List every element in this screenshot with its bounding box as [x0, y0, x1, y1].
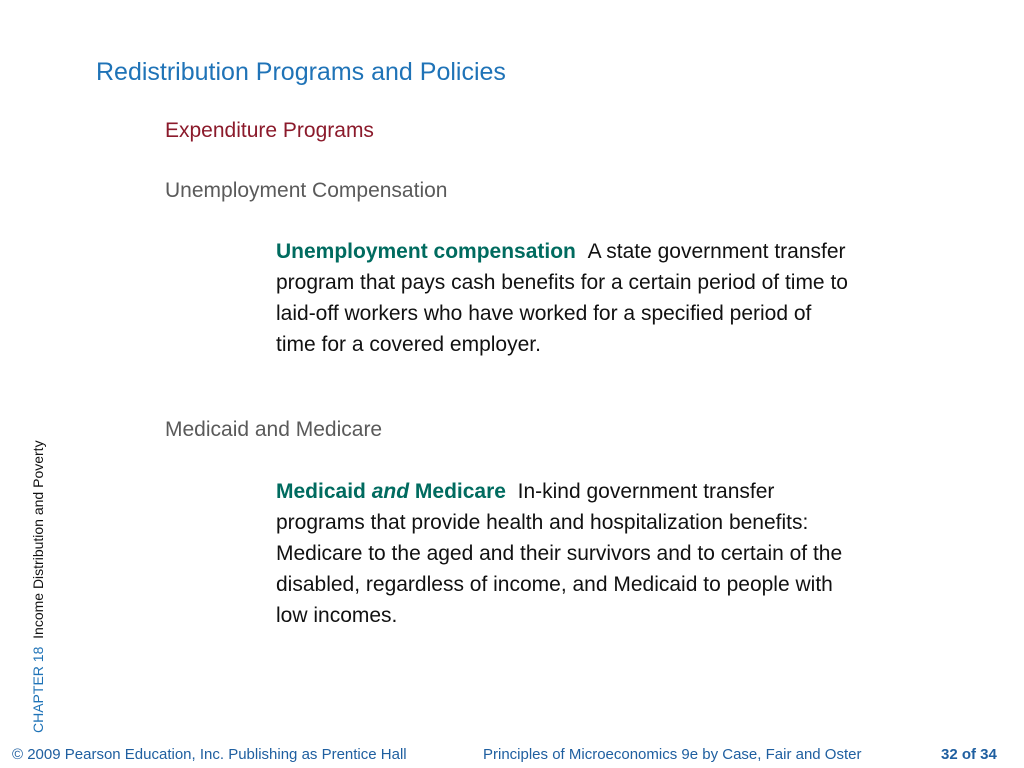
- term-unemployment-compensation: Unemployment compensation: [276, 240, 576, 263]
- subheading-medicaid-medicare: Medicaid and Medicare: [165, 418, 383, 441]
- term-connector: and: [371, 480, 410, 503]
- chapter-topic: Income Distribution and Poverty: [30, 440, 46, 639]
- definition-unemployment: [276, 236, 856, 360]
- footer-page-number: 32 of 34: [941, 746, 997, 763]
- chapter-number: CHAPTER 18: [30, 646, 46, 733]
- term-medicare: Medicare: [414, 480, 506, 503]
- definition-text-unemployment: A state government transfer program that pays cash benefits for a certain period of time to laid-off workers who have worked for a specified period of time for a covered employer.: [276, 240, 848, 356]
- section-heading: Expenditure Programs: [165, 119, 374, 142]
- subheading-unemployment: Unemployment Compensation: [165, 179, 448, 202]
- footer-book-title: Principles of Microeconomics 9e by Case, Fair and Oster: [483, 746, 862, 763]
- definition-medicaid-medicare: [276, 476, 856, 631]
- chapter-side-label: [30, 440, 46, 733]
- footer-copyright: © 2009 Pearson Education, Inc. Publishing as Prentice Hall: [12, 746, 407, 763]
- slide-title: Redistribution Programs and Policies: [96, 58, 506, 86]
- term-medicaid: Medicaid: [276, 480, 366, 503]
- definition-text-medicaid-medicare: In-kind government transfer programs that provide health and hospitalization benefits: Medicare to the aged and their survivors and to certain of the disabled, regardless of income, and Medicaid to people with low incomes.: [276, 480, 843, 627]
